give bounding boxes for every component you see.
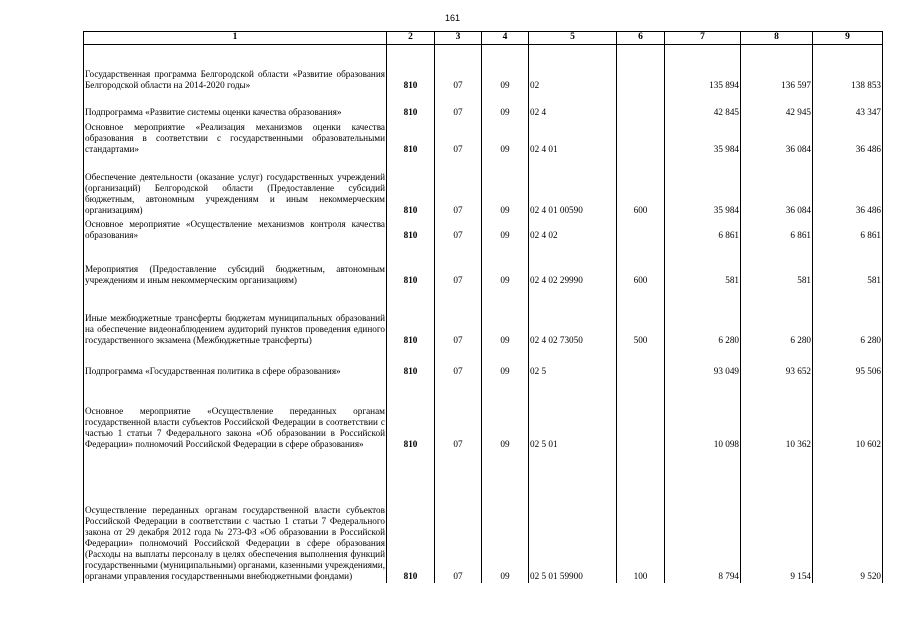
table-row bbox=[84, 242, 883, 287]
expense-type-code: 500 bbox=[617, 287, 665, 347]
expense-type-code bbox=[617, 92, 665, 119]
subsection-code: 09 bbox=[482, 378, 529, 451]
amount-year-2: 136 597 bbox=[741, 45, 813, 92]
amount-year-3: 10 602 bbox=[813, 378, 883, 451]
column-header: 3 bbox=[435, 32, 482, 45]
section-code: 07 bbox=[435, 156, 482, 217]
amount-year-1: 135 894 bbox=[665, 45, 741, 92]
table-row bbox=[84, 287, 883, 347]
amount-year-3: 9 520 bbox=[813, 451, 883, 583]
amount-year-2: 36 084 bbox=[741, 156, 813, 217]
ministry-code: 810 bbox=[387, 347, 435, 378]
subsection-code: 09 bbox=[482, 287, 529, 347]
row-description: Основное мероприятие «Реализация механизмов оценки качества образования в соответствии с государственными образовательными стандартами» bbox=[84, 119, 387, 156]
amount-year-2: 9 154 bbox=[741, 451, 813, 583]
ministry-code: 810 bbox=[387, 378, 435, 451]
table-row bbox=[84, 378, 883, 451]
subsection-code: 09 bbox=[482, 45, 529, 92]
subsection-code: 09 bbox=[482, 156, 529, 217]
amount-year-1: 42 845 bbox=[665, 92, 741, 119]
target-item-code: 02 4 02 29990 bbox=[529, 242, 617, 287]
subsection-code: 09 bbox=[482, 347, 529, 378]
column-header: 4 bbox=[482, 32, 529, 45]
column-header: 8 bbox=[741, 32, 813, 45]
expense-type-code bbox=[617, 119, 665, 156]
expense-type-code bbox=[617, 378, 665, 451]
ministry-code: 810 bbox=[387, 217, 435, 242]
amount-year-3: 36 486 bbox=[813, 119, 883, 156]
table-row bbox=[84, 451, 883, 583]
section-code: 07 bbox=[435, 242, 482, 287]
amount-year-1: 8 794 bbox=[665, 451, 741, 583]
ministry-code: 810 bbox=[387, 451, 435, 583]
section-code: 07 bbox=[435, 378, 482, 451]
expense-type-code: 600 bbox=[617, 156, 665, 217]
row-description: Осуществление переданных органам государственной власти субъектов Российской Федерации в соответствии с частью 1 статьи 7 Федерального закона от 29 декабря 2012 года № 273-ФЗ «Об образовании в Российской Федерации» полномочий Российской Федерации в сфере образования (Расходы на выплаты персоналу в целях обеспечения выполнения функций государственными (муниципальными) органами, казенными учреждениями, органами управления государственными внебюджетными фондами) bbox=[84, 451, 387, 583]
column-header: 1 bbox=[84, 32, 387, 45]
amount-year-3: 6 280 bbox=[813, 287, 883, 347]
table-row bbox=[84, 92, 883, 119]
ministry-code: 810 bbox=[387, 119, 435, 156]
table-row bbox=[84, 45, 883, 92]
budget-table bbox=[83, 31, 883, 583]
column-header: 9 bbox=[813, 32, 883, 45]
target-item-code: 02 4 02 bbox=[529, 217, 617, 242]
ministry-code: 810 bbox=[387, 92, 435, 119]
column-header: 7 bbox=[665, 32, 741, 45]
table-row bbox=[84, 347, 883, 378]
row-description: Мероприятия (Предоставление субсидий бюджетным, автономным учреждениям и иным некоммерческим организациям) bbox=[84, 242, 387, 287]
amount-year-1: 35 984 bbox=[665, 156, 741, 217]
amount-year-1: 10 098 bbox=[665, 378, 741, 451]
row-description: Государственная программа Белгородской области «Развитие образования Белгородской области на 2014-2020 годы» bbox=[84, 45, 387, 92]
amount-year-1: 6 280 bbox=[665, 287, 741, 347]
amount-year-1: 93 049 bbox=[665, 347, 741, 378]
row-description: Подпрограмма «Развитие системы оценки качества образования» bbox=[84, 92, 387, 119]
table-row bbox=[84, 156, 883, 217]
subsection-code: 09 bbox=[482, 92, 529, 119]
table-row bbox=[84, 217, 883, 242]
amount-year-1: 35 984 bbox=[665, 119, 741, 156]
amount-year-2: 6 861 bbox=[741, 217, 813, 242]
target-item-code: 02 4 bbox=[529, 92, 617, 119]
row-description: Обеспечение деятельности (оказание услуг) государственных учреждений (организаций) Белгородской области (Предоставление субсидий бюджетным, автономным учреждениям и иным некоммерческим организациям) bbox=[84, 156, 387, 217]
target-item-code: 02 5 01 59900 bbox=[529, 451, 617, 583]
ministry-code: 810 bbox=[387, 45, 435, 92]
subsection-code: 09 bbox=[482, 451, 529, 583]
table-row bbox=[84, 119, 883, 156]
row-description: Подпрограмма «Государственная политика в сфере образования» bbox=[84, 347, 387, 378]
amount-year-3: 36 486 bbox=[813, 156, 883, 217]
subsection-code: 09 bbox=[482, 242, 529, 287]
ministry-code: 810 bbox=[387, 156, 435, 217]
amount-year-2: 10 362 bbox=[741, 378, 813, 451]
ministry-code: 810 bbox=[387, 242, 435, 287]
target-item-code: 02 4 02 73050 bbox=[529, 287, 617, 347]
amount-year-3: 138 853 bbox=[813, 45, 883, 92]
amount-year-3: 43 347 bbox=[813, 92, 883, 119]
section-code: 07 bbox=[435, 119, 482, 156]
amount-year-2: 93 652 bbox=[741, 347, 813, 378]
column-header: 5 bbox=[529, 32, 617, 45]
amount-year-2: 6 280 bbox=[741, 287, 813, 347]
section-code: 07 bbox=[435, 347, 482, 378]
column-header: 6 bbox=[617, 32, 665, 45]
ministry-code: 810 bbox=[387, 287, 435, 347]
target-item-code: 02 4 01 00590 bbox=[529, 156, 617, 217]
expense-type-code bbox=[617, 347, 665, 378]
section-code: 07 bbox=[435, 45, 482, 92]
amount-year-2: 581 bbox=[741, 242, 813, 287]
amount-year-3: 6 861 bbox=[813, 217, 883, 242]
row-description: Основное мероприятие «Осуществление механизмов контроля качества образования» bbox=[84, 217, 387, 242]
row-description: Основное мероприятие «Осуществление переданных органам государственной власти субъектов Российской Федерации в соответствии с частью 1 статьи 7 Федерального закона «Об образовании в Российской Федерации» полномочий Российской Федерации в сфере образования» bbox=[84, 378, 387, 451]
amount-year-1: 6 861 bbox=[665, 217, 741, 242]
row-description: Иные межбюджетные трансферты бюджетам муниципальных образований на обеспечение видеонаблюдением аудиторий пунктов проведения единого государственного экзамена (Межбюджетные трансферты) bbox=[84, 287, 387, 347]
section-code: 07 bbox=[435, 287, 482, 347]
expense-type-code: 600 bbox=[617, 242, 665, 287]
amount-year-1: 581 bbox=[665, 242, 741, 287]
target-item-code: 02 5 bbox=[529, 347, 617, 378]
expense-type-code: 100 bbox=[617, 451, 665, 583]
section-code: 07 bbox=[435, 92, 482, 119]
amount-year-3: 95 506 bbox=[813, 347, 883, 378]
table-header-row bbox=[84, 32, 883, 45]
subsection-code: 09 bbox=[482, 217, 529, 242]
amount-year-2: 42 945 bbox=[741, 92, 813, 119]
amount-year-2: 36 084 bbox=[741, 119, 813, 156]
target-item-code: 02 4 01 bbox=[529, 119, 617, 156]
section-code: 07 bbox=[435, 451, 482, 583]
section-code: 07 bbox=[435, 217, 482, 242]
amount-year-3: 581 bbox=[813, 242, 883, 287]
target-item-code: 02 5 01 bbox=[529, 378, 617, 451]
subsection-code: 09 bbox=[482, 119, 529, 156]
target-item-code: 02 bbox=[529, 45, 617, 92]
column-header: 2 bbox=[387, 32, 435, 45]
page-number: 161 bbox=[444, 13, 461, 23]
expense-type-code bbox=[617, 45, 665, 92]
expense-type-code bbox=[617, 217, 665, 242]
